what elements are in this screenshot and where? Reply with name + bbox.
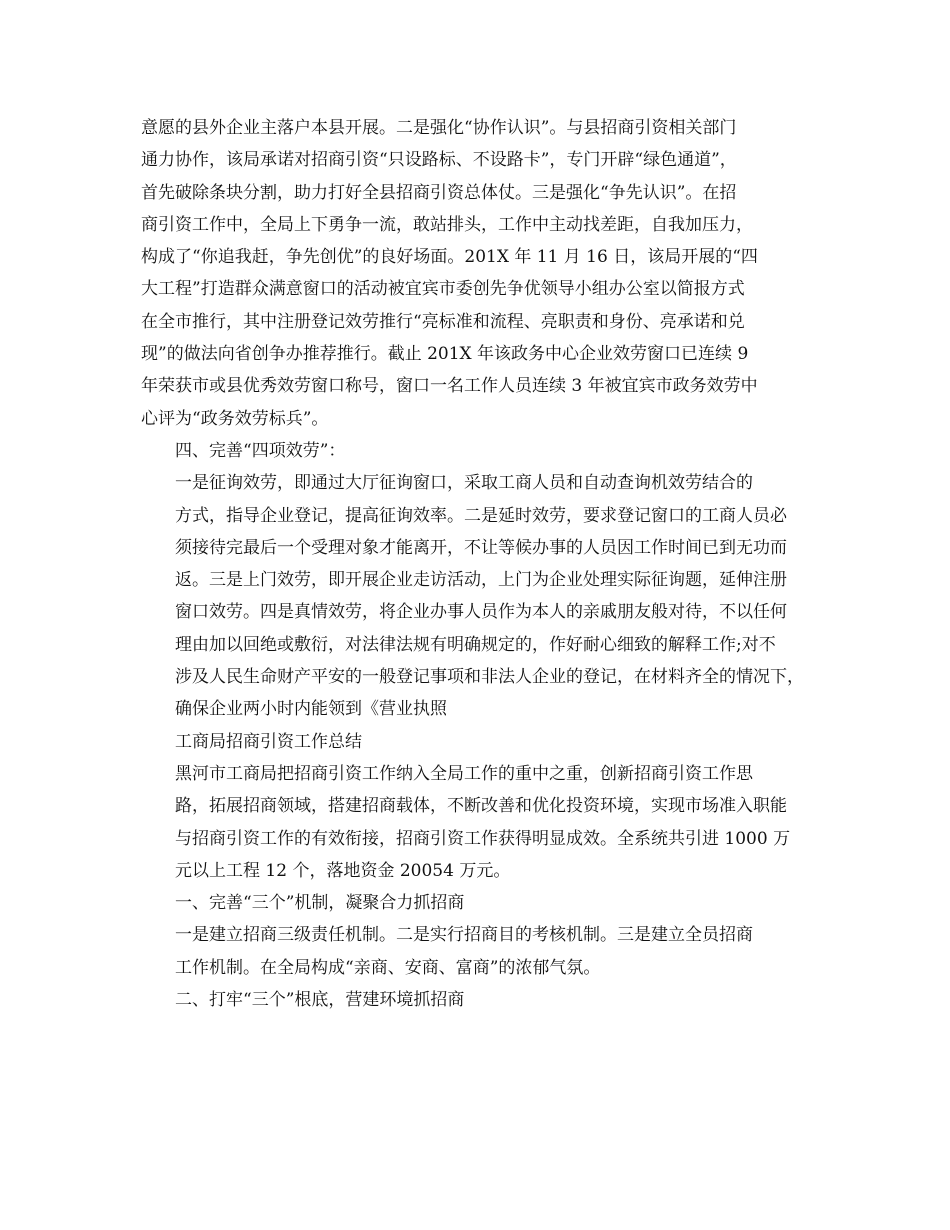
text-line: 黑河市工商局把招商引资工作纳入全局工作的重中之重，创新招商引资工作思 (175, 763, 753, 784)
text-line: 四、完善“四项效劳”： (175, 440, 346, 461)
section-heading (141, 984, 817, 1016)
text-line: 返。三是上门效劳，即开展企业走访活动，上门为企业处理实际征询题，延伸注册 (175, 570, 787, 591)
text-line: 与招商引资工作的有效衔接，招商引资工作获得明显成效。全系统共引进 1000 万 (175, 828, 791, 849)
text-line: 大工程”打造群众满意窗口的活动被宜宾市委创先争优领导小组办公室以简报方式 (141, 279, 745, 300)
section-heading (141, 435, 817, 467)
text-line: 涉及人民生命财产平安的一般登记事项和非法人企业的登记，在材料齐全的情况下， (175, 667, 804, 688)
text-line: 首先破除条块分割，助力打好全县招商引资总体仗。三是强化“争先认识”。在招 (141, 182, 737, 203)
section-heading (141, 887, 817, 919)
text-line: 二、打牢“三个”根底，营建环境抓招商 (175, 990, 465, 1011)
text-line: 确保企业两小时内能领到《营业执照 (175, 699, 447, 720)
text-line: 工作机制。在全局构成“亲商、安商、富商”的浓郁气氛。 (175, 957, 601, 978)
text-line: 一是征询效劳，即通过大厅征询窗口，采取工商人员和自动查询机效劳结合的 (175, 473, 753, 494)
text-line: 元以上工程 12 个，落地资金 20054 万元。 (175, 860, 511, 881)
text-line: 工商局招商引资工作总结 (175, 731, 362, 752)
text-line: 一是建立招商三级责任机制。二是实行招商目的考核机制。三是建立全员招商 (175, 925, 753, 946)
text-line: 一、完善“三个”机制，凝聚合力抓招商 (175, 893, 465, 914)
section-heading (141, 726, 817, 758)
text-line: 构成了“你追我赶，争先创优”的良好场面。201X 年 11 月 16 日，该局开展的“四 (141, 247, 758, 268)
paragraph (141, 919, 817, 984)
text-line: 在全市推行，其中注册登记效劳推行“亮标准和流程、亮职责和身份、亮承诺和兑 (141, 311, 745, 332)
text-line: 商引资工作中，全局上下勇争一流，敢站排头，工作中主动找差距，自我加压力， (141, 214, 753, 235)
text-line: 年荣获市或县优秀效劳窗口称号，窗口一名工作人员连续 3 年被宜宾市政务效劳中 (141, 376, 758, 397)
text-line: 意愿的县外企业主落户本县开展。二是强化“协作认识”。与县招商引资相关部门 (141, 118, 737, 138)
paragraph (141, 758, 817, 887)
text-line: 理由加以回绝或敷衍，对法律法规有明确规定的，作好耐心细致的解释工作;对不 (175, 634, 776, 655)
text-line: 须接待完最后一个受理对象才能离开，不让等候办事的人员因工作时间已到无功而 (175, 537, 787, 558)
text-line: 方式，指导企业登记，提高征询效率。二是延时效劳，要求登记窗口的工商人员必 (175, 505, 787, 526)
text-line: 通力协作，该局承诺对招商引资“只设路标、不设路卡”，专门开辟“绿色通道”， (141, 150, 737, 171)
text-line: 路，拓展招商领域，搭建招商载体，不断改善和优化投资环境，实现市场准入职能 (175, 796, 787, 817)
text-line: 现”的做法向省创争办推荐推行。截止 201X 年该政务中心企业效劳窗口已连续 9 (141, 344, 749, 365)
text-line: 心评为“政务效劳标兵”。 (141, 408, 329, 429)
text-line: 窗口效劳。四是真情效劳，将企业办事人员作为本人的亲戚朋友般对待，不以任何 (175, 602, 787, 623)
paragraph (141, 112, 817, 435)
paragraph (141, 467, 817, 725)
document-body (141, 112, 817, 1016)
